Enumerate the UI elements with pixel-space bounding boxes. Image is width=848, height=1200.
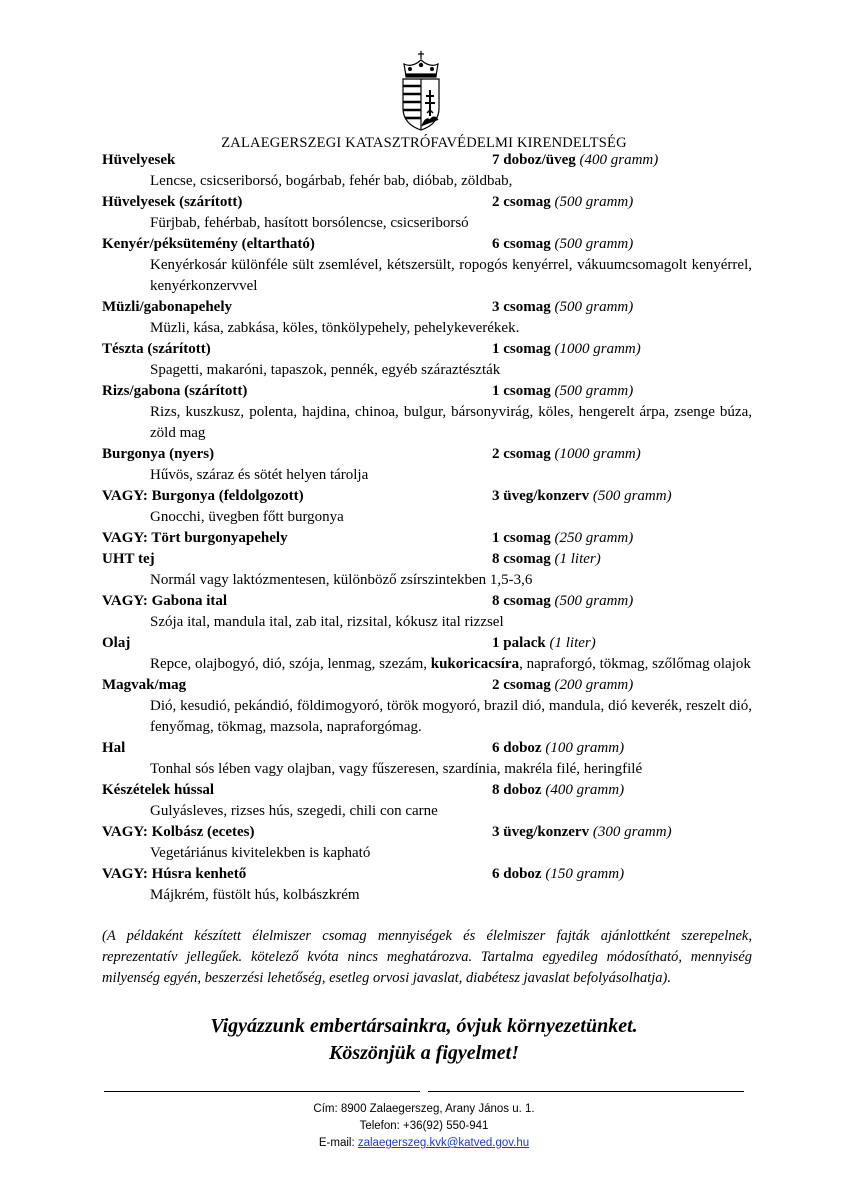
food-item-row bbox=[102, 549, 752, 570]
food-item-amount: 3 üveg/konzerv bbox=[492, 824, 590, 840]
food-item-row bbox=[102, 675, 752, 696]
food-item-unit: (500 gramm) bbox=[554, 194, 634, 210]
food-item-row bbox=[102, 297, 752, 318]
food-item-amount: 2 csomag bbox=[492, 677, 551, 693]
food-item-name: Magvak/mag bbox=[102, 677, 187, 693]
food-item-name: UHT tej bbox=[102, 551, 155, 567]
food-item-description: Müzli, kása, zabkása, köles, tönkölypehely, pehelykeverékek. bbox=[150, 320, 520, 336]
food-item-description: Szója ital, mandula ital, zab ital, rizsital, kókusz ital rizzsel bbox=[150, 614, 504, 630]
food-item-row bbox=[102, 780, 752, 801]
food-item-name: Rizs/gabona (szárított) bbox=[102, 383, 248, 399]
food-item-quantity bbox=[492, 633, 752, 654]
food-item-description: Lencse, csicseriborsó, bogárbab, fehér bab, dióbab, zöldbab, bbox=[150, 173, 513, 189]
food-item-quantity bbox=[492, 549, 752, 570]
food-item-name: Müzli/gabonapehely bbox=[102, 299, 233, 315]
food-item-amount: 8 csomag bbox=[492, 551, 551, 567]
food-item-quantity bbox=[492, 234, 752, 255]
food-item-row bbox=[102, 822, 752, 843]
food-item-description: Tonhal sós lében vagy olajban, vagy fűszeresen, szardínia, makréla filé, heringfilé bbox=[150, 761, 643, 777]
food-item-unit: (1000 gramm) bbox=[554, 446, 641, 462]
food-item-row bbox=[102, 444, 752, 465]
food-item-unit: (400 gramm) bbox=[545, 782, 625, 798]
slogan-line-2: Köszönjük a figyelmet! bbox=[328, 1042, 519, 1064]
food-item-description: Spagetti, makaróni, tapaszok, pennék, egyéb száraztészták bbox=[150, 362, 501, 378]
food-item-amount: 2 csomag bbox=[492, 194, 551, 210]
food-item-row bbox=[102, 591, 752, 612]
food-item-unit: (500 gramm) bbox=[554, 383, 634, 399]
food-item-amount: 8 csomag bbox=[492, 593, 551, 609]
food-item-description bbox=[102, 654, 752, 675]
food-item-unit: (1 liter) bbox=[554, 551, 601, 567]
desc-highlight: kukoricacsíra bbox=[430, 656, 520, 672]
footer-address: Cím: 8900 Zalaegerszeg, Arany János u. 1. bbox=[313, 1103, 535, 1115]
food-item-amount: 1 csomag bbox=[492, 341, 551, 357]
food-item-unit: (300 gramm) bbox=[592, 824, 672, 840]
food-item-unit: (250 gramm) bbox=[554, 530, 634, 546]
food-item-name: Hal bbox=[102, 740, 126, 756]
food-list bbox=[102, 150, 752, 906]
food-item-description: Fürjbab, fehérbab, hasított borsólencse, csicseriborsó bbox=[150, 215, 469, 231]
food-item-description: Hűvös, száraz és sötét helyen tárolja bbox=[150, 467, 369, 483]
food-item-quantity bbox=[492, 780, 752, 801]
food-item-row bbox=[102, 150, 752, 171]
food-item-quantity bbox=[492, 675, 752, 696]
food-item-quantity bbox=[492, 192, 752, 213]
food-item-name: Hüvelyesek bbox=[102, 152, 176, 168]
food-item-row bbox=[102, 381, 752, 402]
food-item-unit: (1000 gramm) bbox=[554, 341, 641, 357]
food-item-amount: 3 csomag bbox=[492, 299, 551, 315]
food-item-name: Tészta (szárított) bbox=[102, 341, 211, 357]
food-item-amount: 6 doboz bbox=[492, 740, 542, 756]
food-item-quantity bbox=[492, 528, 752, 549]
food-item-name: VAGY: Húsra kenhető bbox=[102, 866, 247, 882]
food-item-description: Vegetáriánus kivitelekben is kapható bbox=[150, 845, 371, 861]
organization-name: ZALAEGERSZEGI KATASZTRÓFAVÉDELMI KIRENDELTSÉG bbox=[221, 135, 627, 151]
desc-text: , napraforgó, tökmag, szőlőmag olajok bbox=[519, 656, 751, 672]
food-item-row bbox=[102, 192, 752, 213]
food-item-row bbox=[102, 339, 752, 360]
disclaimer-note: (A példaként készített élelmiszer csomag mennyiségek és élelmiszer fajták ajánlottként szerepelnek, reprezentatív jellegűek. kötelező kvóta nincs meghatározva. Tartalma egyedileg módosítható, mennyiség milyenség egyén, beszerzési lehetőség, esetleg orvosi javaslat, diabétesz javaslat befolyásolhatja). bbox=[102, 928, 752, 986]
food-item-row bbox=[102, 738, 752, 759]
food-item-unit: (500 gramm) bbox=[592, 488, 672, 504]
food-item-amount: 6 doboz bbox=[492, 866, 542, 882]
food-item-row bbox=[102, 486, 752, 507]
food-item-unit: (200 gramm) bbox=[554, 677, 634, 693]
food-item-name: Burgonya (nyers) bbox=[102, 446, 215, 462]
footer-email-line bbox=[0, 1135, 848, 1152]
food-item-name: Hüvelyesek (szárított) bbox=[102, 194, 243, 210]
food-item-row bbox=[102, 633, 752, 654]
food-item-description: Rizs, kuszkusz, polenta, hajdina, chinoa, bulgur, bársonyvirág, köles, hengerelt árpa, zsenge búza, zöld mag bbox=[150, 404, 752, 441]
food-item-amount: 1 csomag bbox=[492, 530, 551, 546]
food-item-amount: 7 doboz/üveg bbox=[492, 152, 576, 168]
food-item-amount: 1 palack bbox=[492, 635, 546, 651]
desc-text: Repce, olajbogyó, dió, szója, lenmag, szezám, bbox=[150, 656, 431, 672]
slogan-line-1: Vigyázzunk embertársainkra, óvjuk környezetünket. bbox=[210, 1015, 638, 1037]
food-item-quantity bbox=[492, 381, 752, 402]
food-item-description: Normál vagy laktózmentesen, különböző zsírszintekben 1,5-3,6 bbox=[150, 572, 533, 588]
food-item-description: Májkrém, füstölt hús, kolbászkrém bbox=[150, 887, 360, 903]
footer-divider-left bbox=[104, 1091, 420, 1092]
food-item-amount: 3 üveg/konzerv bbox=[492, 488, 590, 504]
hungarian-coat-of-arms-icon bbox=[398, 50, 444, 132]
food-item-amount: 2 csomag bbox=[492, 446, 551, 462]
food-item-description: Dió, kesudió, pekándió, földimogyoró, török mogyoró, brazil dió, mandula, dió keverék, reszelt dió, fenyőmag, tökmag, mazsola, napraforgómag. bbox=[150, 698, 752, 735]
food-item-name: VAGY: Kolbász (ecetes) bbox=[102, 824, 255, 840]
food-item-quantity bbox=[492, 150, 752, 171]
food-item-amount: 8 doboz bbox=[492, 782, 542, 798]
food-item-description: Gnocchi, üvegben főtt burgonya bbox=[150, 509, 344, 525]
footer-phone: Telefon: +36(92) 550-941 bbox=[359, 1120, 489, 1132]
food-item-quantity bbox=[492, 486, 752, 507]
food-item-unit: (1 liter) bbox=[549, 635, 596, 651]
food-item-unit: (150 gramm) bbox=[545, 866, 625, 882]
food-item-quantity bbox=[492, 444, 752, 465]
food-item-description: Kenyérkosár különféle sült zsemlével, kétszersült, ropogós kenyérrel, vákuumcsomagolt kenyérrel, kenyérkonzervvel bbox=[150, 257, 752, 294]
footer-email-link[interactable]: zalaegerszeg.kvk@katved.gov.hu bbox=[357, 1137, 530, 1149]
food-item-quantity bbox=[492, 822, 752, 843]
food-item-quantity bbox=[492, 738, 752, 759]
food-item-quantity bbox=[492, 297, 752, 318]
food-item-amount: 1 csomag bbox=[492, 383, 551, 399]
food-item-row bbox=[102, 528, 752, 549]
food-item-unit: (400 gramm) bbox=[579, 152, 659, 168]
food-item-row bbox=[102, 234, 752, 255]
food-item-name: VAGY: Gabona ital bbox=[102, 593, 228, 609]
food-item-name: Készételek hússal bbox=[102, 782, 215, 798]
food-item-unit: (500 gramm) bbox=[554, 236, 634, 252]
food-item-quantity bbox=[492, 591, 752, 612]
food-item-name: VAGY: Burgonya (feldolgozott) bbox=[102, 488, 304, 504]
food-item-name: Kenyér/péksütemény (eltartható) bbox=[102, 236, 315, 252]
food-item-amount: 6 csomag bbox=[492, 236, 551, 252]
food-item-row bbox=[102, 864, 752, 885]
footer-email-label: E-mail: bbox=[318, 1137, 358, 1149]
footer-divider-right bbox=[428, 1091, 744, 1092]
food-item-unit: (100 gramm) bbox=[545, 740, 625, 756]
food-item-quantity bbox=[492, 864, 752, 885]
food-item-description: Gulyásleves, rizses hús, szegedi, chili con carne bbox=[150, 803, 438, 819]
food-item-unit: (500 gramm) bbox=[554, 299, 634, 315]
food-item-name: Olaj bbox=[102, 635, 131, 651]
food-item-unit: (500 gramm) bbox=[554, 593, 634, 609]
food-item-name: VAGY: Tört burgonyapehely bbox=[102, 530, 288, 546]
food-item-quantity bbox=[492, 339, 752, 360]
